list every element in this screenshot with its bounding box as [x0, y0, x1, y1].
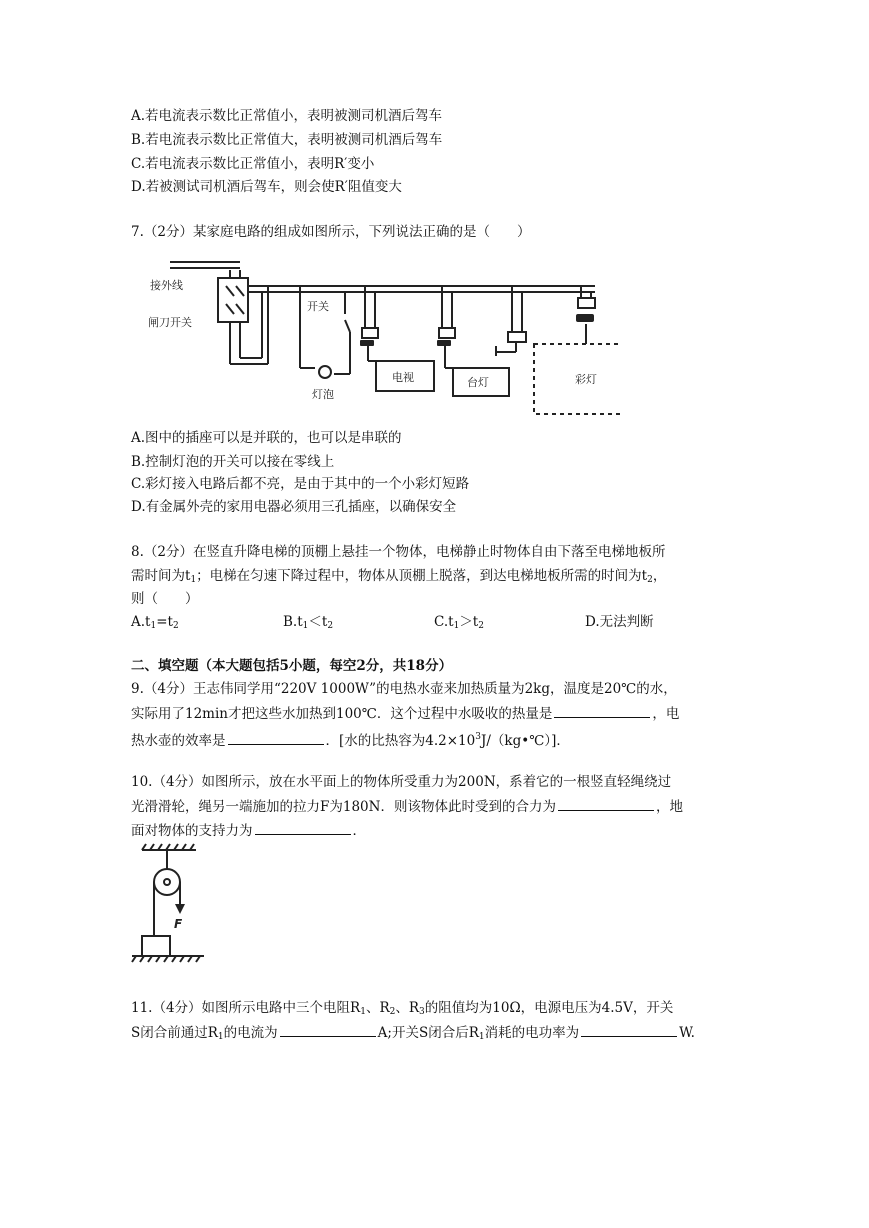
label-tv: 电视 — [392, 371, 414, 384]
q6-option-b: B.若电流表示数比正常值大，表明被测司机酒后驾车 — [131, 132, 443, 148]
q9-blank-efficiency[interactable] — [228, 730, 324, 745]
q10-blank-support-force[interactable] — [255, 820, 351, 835]
q10-line-1: 10.（4分）如图所示，放在水平面上的物体所受重力为200N，系着它的一根竖直轻绳绕过 — [131, 774, 672, 790]
force-label-f: F — [174, 917, 183, 931]
q7-option-c: C.彩灯接入电路后都不亮，是由于其中的一个小彩灯短路 — [131, 476, 470, 492]
q7-option-b: B.控制灯泡的开关可以接在零线上 — [131, 454, 335, 470]
q8-option-b: $B.t_1<t_2$ — [283, 614, 334, 631]
q8-line-1: 8.（2分）在竖直升降电梯的顶棚上悬挂一个物体，电梯静止时物体自由下落至电梯地板所 — [131, 544, 666, 560]
q10-line-3: 面对物体的支持力为 ． — [131, 820, 366, 841]
q11-line-2: S闭合前通过$R_1$的电流为 A;开关S闭合后$R_1$消耗的电功率为 W. — [131, 1022, 695, 1047]
q9-line-2: 实际用了12min才把这些水加热到100℃．这个过程中水吸收的热量是 ，电 — [131, 703, 679, 724]
q9-blank-heat[interactable] — [554, 703, 650, 718]
label-switch: 开关 — [307, 300, 329, 313]
q7-option-d: D.有金属外壳的家用电器必须用三孔插座，以确保安全 — [131, 499, 457, 515]
q8-option-a: $A.t_1=t_2$ — [131, 614, 179, 631]
q11-blank-current[interactable] — [280, 1022, 376, 1037]
q7-option-a: A.图中的插座可以是并联的，也可以是串联的 — [131, 430, 402, 446]
label-lamp: 台灯 — [467, 376, 489, 389]
q9-line-3: 热水壶的效率是 ．[水的比热容为$4.2\times 10^3J/(kg•℃)$]． — [131, 732, 570, 749]
label-bulb: 灯泡 — [312, 388, 334, 401]
q7-stem: 7.（2分）某家庭电路的组成如图所示，下列说法正确的是（ ） — [131, 224, 531, 240]
q8-option-c: $C.t_1>t_2$ — [434, 614, 484, 631]
q8-option-d: D.无法判断 — [585, 614, 654, 630]
q10-blank-net-force[interactable] — [558, 796, 654, 811]
pulley-figure — [130, 842, 210, 970]
q10-line-2: 光滑滑轮，绳另一端施加的拉力F为180N．则该物体此时受到的合力为 ，地 — [131, 796, 683, 817]
q6-option-d: D.若被测试司机酒后驾车，则会使R′阻值变大 — [131, 179, 402, 195]
label-knife-switch: 闸刀开关 — [148, 316, 192, 329]
q11-line-1: 11.（4分）如图所示电路中三个电阻$R_1$、$R_2$、$R_3$的阻值均为10Ω，电源电压为4.5V，开关 — [131, 1000, 674, 1017]
label-string-lights: 彩灯 — [575, 373, 597, 386]
q11-blank-power[interactable] — [581, 1022, 677, 1037]
q6-option-c: C.若电流表示数比正常值小，表明R′变小 — [131, 156, 375, 172]
section-2-title: 二、填空题（本大题包括5小题，每空2分，共18分） — [131, 658, 453, 674]
household-circuit-figure — [140, 256, 620, 421]
q8-line-3: 则（ ） — [131, 591, 199, 607]
q9-line-1: 9.（4分）王志伟同学用“220V 1000W”的电热水壶来加热质量为2kg，温度是20℃的水， — [131, 681, 677, 697]
q8-line-2: 需时间为$t_1$；电梯在匀速下降过程中，物体从顶棚上脱落，到达电梯地板所需的时间为$t_2$， — [131, 568, 667, 585]
label-outer-wire: 接外线 — [150, 279, 183, 292]
q6-option-a: A.若电流表示数比正常值小，表明被测司机酒后驾车 — [131, 108, 443, 124]
